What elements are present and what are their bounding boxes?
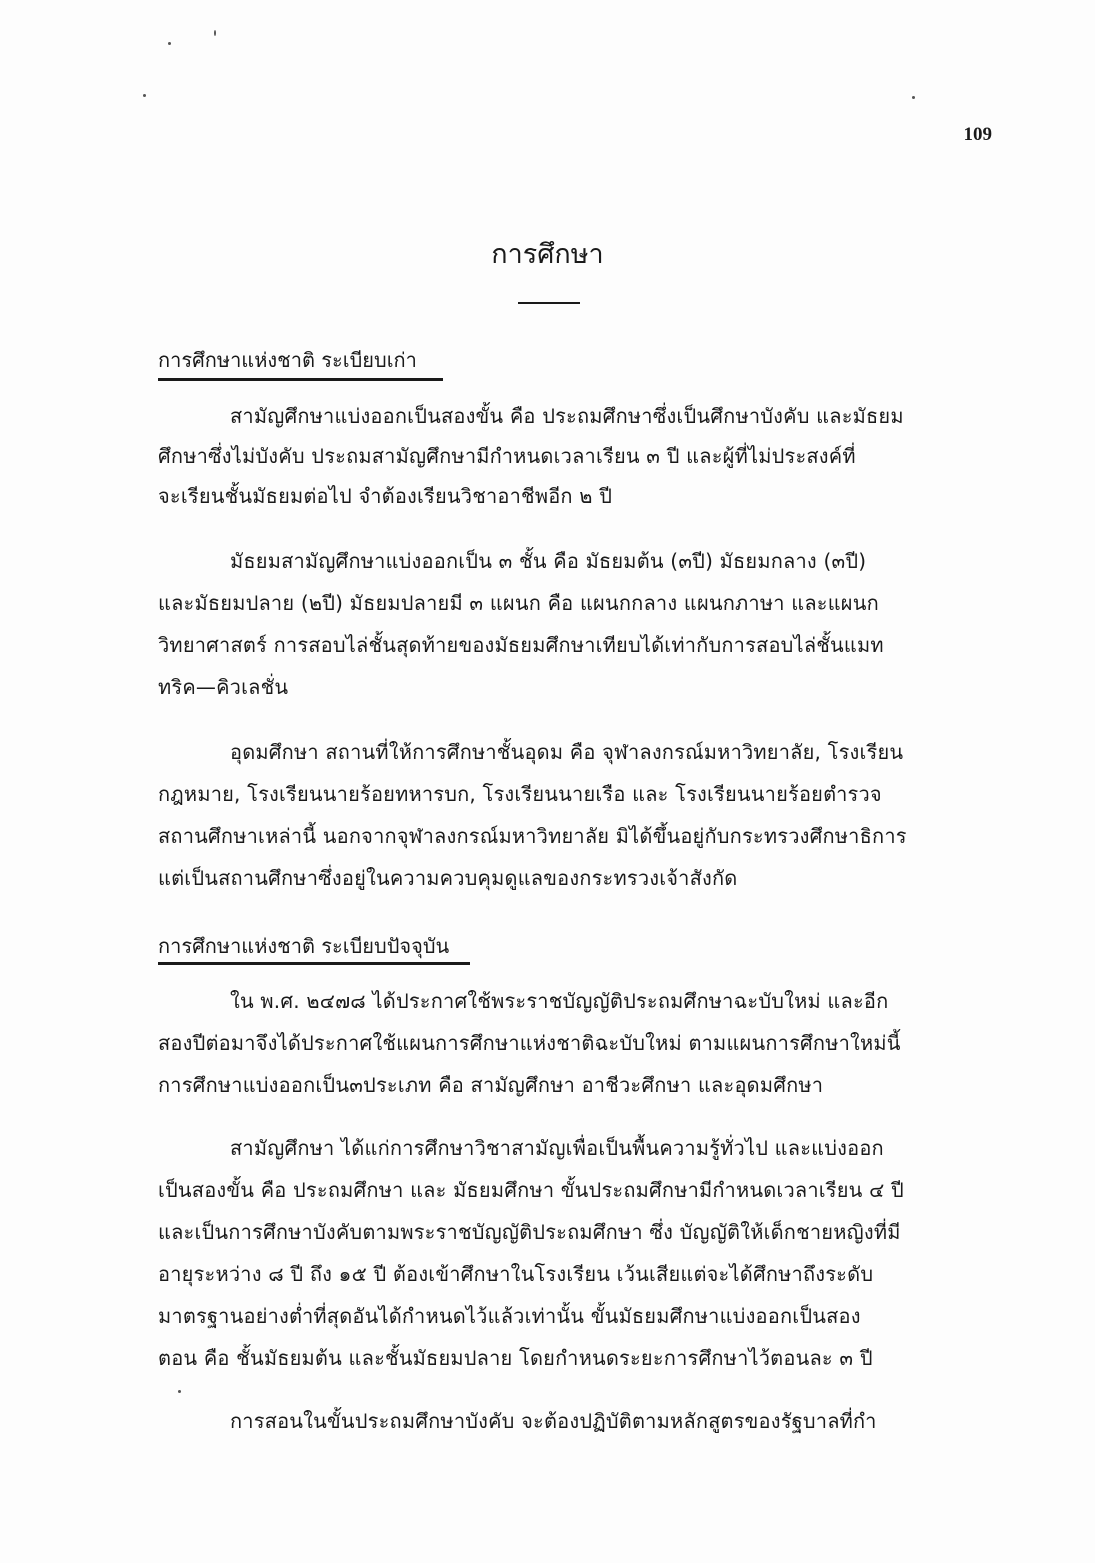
scan-speck	[178, 1390, 181, 1393]
section-heading-current-system: การศึกษาแห่งชาติ ระเบียบปัจจุบัน	[158, 934, 450, 958]
paragraph-line: วิทยาศาสตร์ การสอบไล่ชั้นสุดท้ายของมัธยมศึกษาเทียบได้เท่ากับการสอบไล่ชั้นแมท	[158, 633, 884, 657]
paragraph-line: ใน พ.ศ. ๒๔๗๘ ได้ประกาศใช้พระราชบัญญัติประถมศึกษาฉะบับใหม่ และอีก	[230, 989, 889, 1013]
paragraph-line: ตอน คือ ชั้นมัธยมต้น และชั้นมัธยมปลาย โดยกำหนดระยะการศึกษาไว้ตอนละ ๓ ปี	[158, 1346, 873, 1370]
title-underline	[518, 302, 580, 304]
paragraph-line: มัธยมสามัญศึกษาแบ่งออกเป็น ๓ ชั้น คือ มัธยมต้น (๓ปี) มัธยมกลาง (๓ปี)	[230, 549, 867, 573]
paragraph-line: การศึกษาแบ่งออกเป็น๓ประเภท คือ สามัญศึกษา อาชีวะศึกษา และอุดมศึกษา	[158, 1073, 824, 1097]
paragraph-line: เป็นสองขั้น คือ ประถมศึกษา และ มัธยมศึกษา ขั้นประถมศึกษามีกำหนดเวลาเรียน ๔ ปี	[158, 1178, 904, 1202]
paragraph-line: จะเรียนชั้นมัธยมต่อไป จำต้องเรียนวิชาอาชีพอีก ๒ ปี	[158, 484, 613, 508]
paragraph-line: ทริค—คิวเลชั่น	[158, 675, 289, 699]
paragraph-line: กฎหมาย, โรงเรียนนายร้อยทหารบก, โรงเรียนนายเรือ และ โรงเรียนนายร้อยตำรวจ	[158, 782, 882, 806]
paragraph-line: และเป็นการศึกษาบังคับตามพระราชบัญญัติประถมศึกษา ซึ่ง บัญญัติให้เด็กชายหญิงที่มี	[158, 1220, 901, 1244]
paragraph-line: อายุระหว่าง ๘ ปี ถึง ๑๕ ปี ต้องเข้าศึกษาในโรงเรียน เว้นเสียแต่จะได้ศึกษาถึงระดับ	[158, 1262, 874, 1286]
paragraph-line: และมัธยมปลาย (๒ปี) มัธยมปลายมี ๓ แผนก คือ แผนกกลาง แผนกภาษา และแผนก	[158, 591, 879, 615]
scan-speck	[214, 30, 216, 36]
scan-speck	[912, 96, 915, 99]
paragraph-line: มาตรฐานอย่างต่ำที่สุดอันได้กำหนดไว้แล้วเท่านั้น ขั้นมัธยมศึกษาแบ่งออกเป็นสอง	[158, 1304, 861, 1328]
page-number: 109	[963, 124, 992, 145]
paragraph-line: สามัญศึกษาแบ่งออกเป็นสองขั้น คือ ประถมศึกษาซึ่งเป็นศึกษาบังคับ และมัธยม	[230, 404, 904, 428]
paragraph-line: การสอนในขั้นประถมศึกษาบังคับ จะต้องปฏิบัติตามหลักสูตรของรัฐบาลที่กำ	[230, 1409, 877, 1433]
paragraph-line: ศึกษาซึ่งไม่บังคับ ประถมสามัญศึกษามีกำหนดเวลาเรียน ๓ ปี และผู้ที่ไม่ประสงค์ที่	[158, 444, 856, 468]
section-heading-underline	[158, 378, 443, 381]
section-heading-old-system: การศึกษาแห่งชาติ ระเบียบเก่า	[158, 348, 417, 372]
paragraph-line: อุดมศึกษา สถานที่ให้การศึกษาชั้นอุดม คือ จุฬาลงกรณ์มหาวิทยาลัย, โรงเรียน	[230, 740, 904, 764]
page-title: การศึกษา	[491, 239, 604, 270]
paragraph-line: แต่เป็นสถานศึกษาซึ่งอยู่ในความควบคุมดูแลของกระทรวงเจ้าสังกัด	[158, 866, 738, 890]
paragraph-line: สามัญศึกษา ได้แก่การศึกษาวิชาสามัญเพื่อเป็นพื้นความรู้ทั่วไป และแบ่งออก	[230, 1136, 884, 1160]
scan-speck	[143, 94, 146, 97]
section-heading-underline	[158, 962, 470, 965]
scan-speck	[168, 42, 171, 45]
paragraph-line: สถานศึกษาเหล่านี้ นอกจากจุฬาลงกรณ์มหาวิทยาลัย มิได้ขึ้นอยู่กับกระทรวงศึกษาธิการ	[158, 824, 907, 848]
paragraph-line: สองปีต่อมาจึงได้ประกาศใช้แผนการศึกษาแห่งชาติฉะบับใหม่ ตามแผนการศึกษาใหม่นี้	[158, 1031, 901, 1055]
